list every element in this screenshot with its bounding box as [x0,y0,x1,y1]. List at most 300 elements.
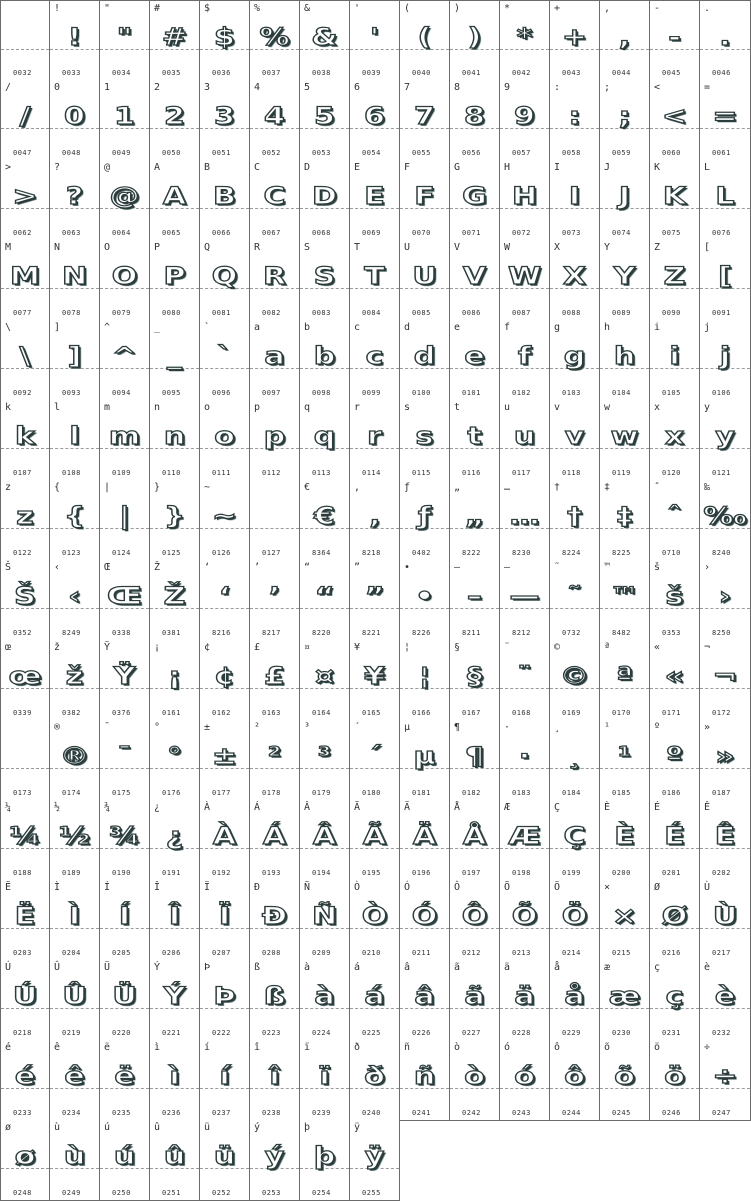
glyph-char-label: Š [5,562,12,573]
glyph-cell [100,480,150,561]
glyph-char-label: “ [304,562,311,573]
glyph-code: 0252 [212,1189,231,1197]
glyph-char-label: ™ [604,562,611,573]
glyph-sample: m [108,422,141,450]
glyph-char-label: a [254,322,261,333]
glyph-sample: @ [109,182,140,210]
glyph-sample: y [715,422,735,450]
glyph-code: 0164 [312,709,331,717]
glyph-char-label: ¸ [554,722,561,733]
glyph-cell [650,240,700,321]
glyph-sample: Ï [218,902,231,930]
glyph-code: 0068 [312,229,331,237]
glyph-sample: 1 [114,102,135,130]
glyph-sample: u [513,422,536,450]
glyph-cell [400,400,450,481]
glyph-char-label: F [404,162,411,173]
glyph-code: 0081 [212,309,231,317]
glyph-char-label: „ [454,482,461,493]
glyph-cell [250,720,300,801]
glyph-cell [100,0,150,81]
glyph-cell [0,720,50,801]
glyph-cell [0,240,50,321]
glyph-sample: Ì [68,902,81,930]
glyph-cell [100,400,150,481]
glyph-cell [350,720,400,801]
glyph-char-label: – [454,562,461,573]
glyph-sample: î [269,1062,280,1090]
glyph-char-label: 6 [354,82,361,93]
glyph-sample: ¿ [165,822,184,850]
glyph-cell [600,640,650,721]
glyph-char-label: * [504,3,511,14]
glyph-sample: ¨ [517,662,532,690]
glyph-sample: j [719,342,731,370]
glyph-char-label: × [604,882,611,893]
glyph-code: 0105 [662,389,681,397]
glyph-cell [350,560,400,641]
glyph-cell [700,800,751,881]
glyph-sample: T [364,262,385,290]
glyph-char-label: G [454,162,461,173]
glyph-cell [650,640,700,721]
glyph-char-label: › [704,562,711,573]
glyph-sample: ù [63,1142,86,1170]
glyph-char-label: V [454,242,461,253]
glyph-sample: C [263,182,286,210]
glyph-sample: ¼ [9,822,41,850]
glyph-sample: Å [462,822,487,850]
glyph-char-label: ¶ [454,722,461,733]
glyph-char-label: K [654,162,661,173]
glyph-code: 0045 [662,69,681,77]
glyph-char-label: . [704,3,711,14]
glyph-cell [500,80,550,161]
glyph-char-label: © [554,642,561,653]
glyph-char-label: ® [54,722,61,733]
glyph-sample: Î [168,902,181,930]
glyph-char-label: & [304,3,311,14]
glyph-sample: p [263,422,286,450]
glyph-sample: n [163,422,186,450]
glyph-code: 0190 [112,869,131,877]
glyph-cell [450,960,500,1041]
glyph-sample: ø [14,1142,36,1170]
glyph-cell [650,560,700,641]
glyph-char-label: 1 [104,82,111,93]
glyph-char-label: ó [504,1042,511,1053]
glyph-char-label: y [704,402,711,413]
glyph-char-label: ê [54,1042,61,1053]
glyph-sample: # [161,23,188,51]
glyph-sample: ‹ [68,582,81,610]
glyph-cell [0,0,50,81]
glyph-char-label: ¹ [604,722,611,733]
glyph-sample: & [311,23,338,51]
glyph-cell [400,640,450,721]
glyph-char-label: ß [254,962,261,973]
glyph-cell [100,160,150,241]
glyph-char-label: < [654,82,661,93]
glyph-char-label: Â [304,802,311,813]
glyph-sample: ì [169,1062,180,1090]
glyph-cell [0,320,50,401]
glyph-code: 0170 [612,709,631,717]
glyph-code: 8230 [512,549,531,557]
glyph-char-label: â [404,962,411,973]
glyph-code: 0209 [312,949,331,957]
glyph-code: 0201 [662,869,681,877]
glyph-char-label: ‰ [704,482,711,493]
glyph-sample: > [12,182,38,210]
glyph-sample: E [364,182,385,210]
glyph-code: 0240 [362,1109,381,1117]
glyph-char-label: ü [204,1122,211,1133]
glyph-sample: _ [167,342,182,370]
glyph-code: 0226 [412,1029,431,1037]
glyph-cell [450,80,500,161]
glyph-sample: f [517,342,532,370]
glyph-char-label: ~ [204,482,211,493]
glyph-char-label: U [404,242,411,253]
glyph-code: 0110 [162,469,181,477]
glyph-char-label: ñ [404,1042,411,1053]
glyph-code: 0036 [212,69,231,77]
glyph-char-label: b [304,322,311,333]
glyph-char-label: Ã [354,802,361,813]
glyph-cell [550,560,600,641]
glyph-char-label: t [454,402,461,413]
glyph-cell [300,1120,350,1201]
glyph-char-label: Í [104,882,111,893]
glyph-char-label: Ü [104,962,111,973]
glyph-code: 0177 [212,789,231,797]
glyph-sample: h [613,342,636,370]
glyph-code: 0218 [13,1029,32,1037]
glyph-sample: < [661,102,688,130]
glyph-sample: ¾ [108,822,141,850]
glyph-sample: ³ [317,742,332,770]
glyph-cell [550,0,600,81]
glyph-sample: d [413,342,436,370]
glyph-cell [450,160,500,241]
glyph-code: 0071 [462,229,481,237]
glyph-char-label: ã [454,962,461,973]
glyph-sample: û [163,1142,186,1170]
glyph-char-label: ½ [54,802,61,813]
glyph-code: 0228 [512,1029,531,1037]
glyph-char-label: 4 [254,82,261,93]
glyph-sample: æ [608,982,641,1010]
glyph-cell [350,960,400,1041]
glyph-char-label: h [604,322,611,333]
glyph-sample: b [313,342,336,370]
glyph-cell [250,1040,300,1121]
glyph-sample: Þ [213,982,236,1010]
glyph-char-label: A [154,162,161,173]
glyph-cell [650,320,700,401]
glyph-char-label: æ [604,962,611,973]
glyph-cell [300,160,350,241]
glyph-cell [350,320,400,401]
glyph-char-label: Ï [204,882,211,893]
glyph-char-label: l [54,402,61,413]
glyph-sample: é [14,1062,36,1090]
glyph-cell [600,320,650,401]
glyph-code: 0084 [362,309,381,317]
glyph-char-label: » [704,722,711,733]
glyph-char-label: É [654,802,661,813]
glyph-code: 0104 [612,389,631,397]
glyph-sample: + [561,23,588,51]
glyph-char-label: ] [54,322,61,333]
glyph-sample: a [264,342,285,370]
glyph-cell [700,560,751,641]
glyph-code: 0253 [262,1189,281,1197]
glyph-sample: Œ [106,582,142,610]
glyph-char-label: ‘ [204,562,211,573]
glyph-char-label: Ä [404,802,411,813]
glyph-code: 0123 [62,549,81,557]
glyph-sample: Â [312,822,337,850]
glyph-char-label: À [204,802,211,813]
glyph-char-label: p [254,402,261,413]
glyph-sample: ç [665,982,684,1010]
glyph-cell [450,640,500,721]
glyph-cell [200,640,250,721]
glyph-code: 0044 [612,69,631,77]
glyph-cell [650,80,700,161]
glyph-sample: ° [167,742,182,770]
glyph-char-label: ² [254,722,261,733]
glyph-cell [200,560,250,641]
glyph-cell [500,400,550,481]
glyph-cell [250,560,300,641]
glyph-char-label: ª [604,642,611,653]
glyph-code: 0211 [412,949,431,957]
glyph-sample: Ä [412,822,437,850]
glyph-char-label: þ [304,1122,311,1133]
glyph-char-label: ò [454,1042,461,1053]
glyph-sample: ß [263,982,286,1010]
glyph-code: 0115 [412,469,431,477]
glyph-code: 8482 [612,629,631,637]
glyph-sample: Ý [163,982,186,1010]
glyph-cell [300,880,350,961]
glyph-code: 0238 [262,1109,281,1117]
glyph-char-label: ¡ [154,642,161,653]
glyph-sample: 0 [64,102,85,130]
glyph-cell [600,720,650,801]
glyph-char-label: ÷ [704,1042,711,1053]
glyph-cell [600,880,650,961]
glyph-code: 0353 [662,629,681,637]
glyph-code: 8211 [462,629,481,637]
glyph-code: 0213 [512,949,531,957]
glyph-cell [200,720,250,801]
glyph-cell [550,320,600,401]
glyph-cell [150,640,200,721]
glyph-sample: ( [417,23,432,51]
glyph-sample: þ [313,1142,336,1170]
glyph-char-label: H [504,162,511,173]
glyph-code: 0237 [212,1109,231,1117]
glyph-char-label: R [254,242,261,253]
glyph-char-label: _ [154,322,161,333]
glyph-cell [50,1040,100,1121]
glyph-code: 0116 [462,469,481,477]
glyph-code: 0199 [562,869,581,877]
glyph-cell [50,800,100,881]
glyph-cell [350,880,400,961]
glyph-code: 0171 [662,709,681,717]
glyph-cell [50,1120,100,1201]
glyph-cell [500,480,550,561]
glyph-cell [550,240,600,321]
glyph-sample: ¯ [117,742,132,770]
glyph-cell [700,0,751,81]
glyph-code: 0239 [312,1109,331,1117]
glyph-cell [550,960,600,1041]
glyph-char-label: Þ [204,962,211,973]
glyph-char-label: f [504,322,511,333]
glyph-code: 0193 [262,869,281,877]
glyph-char-label: ž [54,642,61,653]
glyph-code: 0064 [112,229,131,237]
glyph-char-label: j [704,322,711,333]
glyph-char-label: O [104,242,111,253]
glyph-cell [600,960,650,1041]
glyph-code: 0083 [312,309,331,317]
glyph-cell [600,800,650,881]
glyph-sample: [ [718,262,732,290]
glyph-code: 8212 [512,629,531,637]
glyph-char-label: ƒ [404,482,411,493]
glyph-cell [550,720,600,801]
glyph-cell [700,960,751,1041]
glyph-char-label: Z [654,242,661,253]
glyph-code: 0065 [162,229,181,237]
glyph-char-label: ¤ [304,642,311,653]
glyph-sample: ú [113,1142,136,1170]
glyph-sample: ® [59,742,90,770]
glyph-char-label: ) [454,3,461,14]
glyph-cell [650,720,700,801]
glyph-char-label: Å [454,802,461,813]
glyph-cell [550,480,600,561]
glyph-code: 0338 [112,629,131,637]
glyph-cell [250,1120,300,1201]
glyph-sample: œ [8,662,42,690]
glyph-cell [250,80,300,161]
glyph-char-label: = [704,82,711,93]
glyph-cell [500,960,550,1041]
glyph-code: 0099 [362,389,381,397]
glyph-code: 8250 [712,629,731,637]
glyph-cell [200,320,250,401]
glyph-char-label: M [5,242,12,253]
glyph-code: 0197 [462,869,481,877]
glyph-cell [700,640,751,721]
glyph-code: 0382 [62,709,81,717]
glyph-code: 0047 [13,149,32,157]
glyph-code: 0250 [112,1189,131,1197]
glyph-code: 0125 [162,549,181,557]
glyph-code: 0187 [712,789,731,797]
glyph-cell [300,560,350,641]
glyph-cell [600,80,650,161]
glyph-char-label: ` [204,322,211,333]
glyph-cell [700,720,751,801]
glyph-code: 0225 [362,1029,381,1037]
glyph-char-label: î [254,1042,261,1053]
glyph-cell [0,1120,50,1201]
glyph-char-label: Æ [504,802,511,813]
glyph-code: 0186 [662,789,681,797]
glyph-sample: ˆ [667,502,682,530]
glyph-cell [400,880,450,961]
glyph-sample: ¹ [617,742,632,770]
glyph-cell [250,880,300,961]
glyph-sample: • [414,582,435,610]
glyph-sample: Ö [561,902,588,930]
glyph-char-label: B [204,162,211,173]
glyph-cell [550,160,600,241]
glyph-cell [650,1040,700,1121]
glyph-code: 0178 [262,789,281,797]
glyph-sample: ¸ [567,742,582,770]
glyph-cell [100,1040,150,1121]
glyph-sample: H [511,182,538,210]
glyph-char-label: 8 [454,82,461,93]
glyph-cell [700,400,751,481]
glyph-char-label: P [154,242,161,253]
glyph-char-label: µ [404,722,411,733]
glyph-cell [600,160,650,241]
glyph-char-label: r [354,402,361,413]
glyph-cell [200,480,250,561]
glyph-cell [400,320,450,401]
glyph-code: 0085 [412,309,431,317]
glyph-sample: † [567,502,582,530]
glyph-sample: É [664,822,685,850]
glyph-code: 0231 [662,1029,681,1037]
glyph-char-label: q [304,402,311,413]
glyph-cell [550,1040,600,1121]
glyph-cell [200,800,250,881]
glyph-cell [650,880,700,961]
glyph-char-label: L [704,162,711,173]
glyph-char-label: ˆ [654,482,661,493]
glyph-cell [150,960,200,1041]
glyph-sample: ' [369,23,380,51]
glyph-sample: D [312,182,337,210]
glyph-sample: › [718,582,732,610]
glyph-char-label: # [154,3,161,14]
glyph-sample: J [618,182,631,210]
glyph-cell [0,400,50,481]
glyph-code: 0376 [112,709,131,717]
glyph-cell [400,480,450,561]
glyph-sample: ñ [413,1062,436,1090]
glyph-char-label: C [254,162,261,173]
glyph-char-label: ë [104,1042,111,1053]
glyph-cell [500,0,550,81]
glyph-code: 0120 [662,469,681,477]
glyph-cell [700,480,751,561]
glyph-code: 0255 [362,1189,381,1197]
glyph-cell [200,240,250,321]
